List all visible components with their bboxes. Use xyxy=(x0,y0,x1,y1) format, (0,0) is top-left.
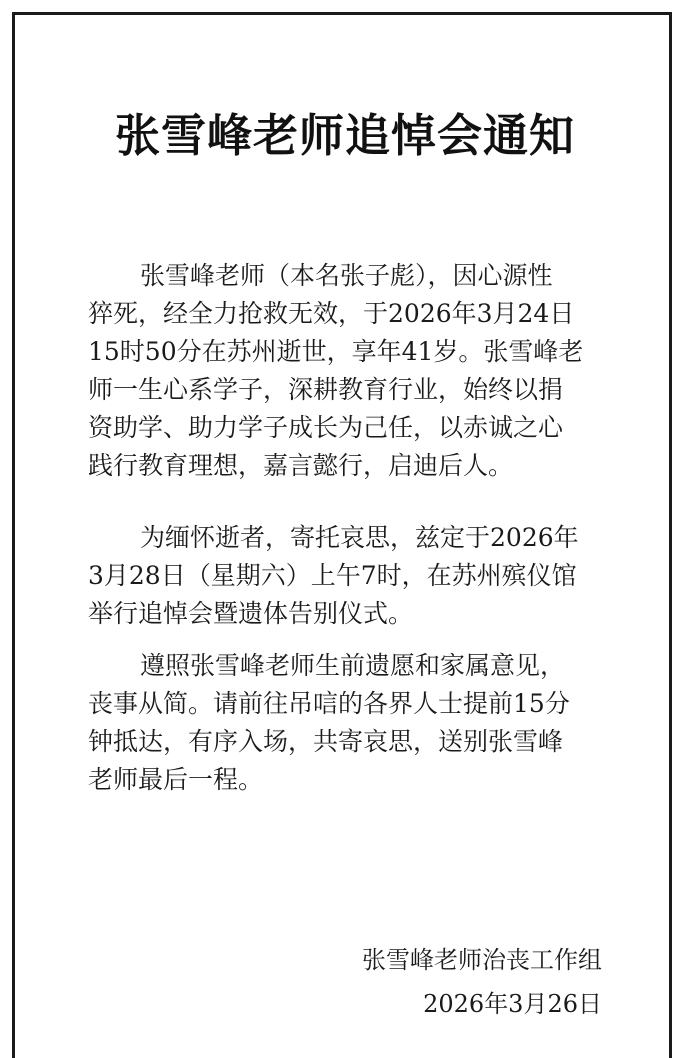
paragraph-line: 举行追悼会暨遗体告别仪式。 xyxy=(88,599,414,628)
signature-organization: 张雪峰老师治丧工作组 xyxy=(362,946,602,974)
paragraph-line: 为缅怀逝者，寄托哀思，兹定于2026年 xyxy=(140,523,579,552)
paragraph-arrangements xyxy=(88,647,608,799)
paragraph-line: 丧事从简。请前往吊唁的各界人士提前15分 xyxy=(88,689,570,718)
paragraph-announcement xyxy=(88,257,608,485)
paragraph-line: 15时50分在苏州逝世，享年41岁。张雪峰老 xyxy=(88,337,584,366)
paragraph-ceremony xyxy=(88,519,608,633)
notice-title: 张雪峰老师追悼会通知 xyxy=(114,109,575,162)
paragraph-line: 3月28日（星期六）上午7时，在苏州殡仪馆 xyxy=(88,561,577,590)
paragraph-line: 遵照张雪峰老师生前遗愿和家属意见， xyxy=(140,651,566,680)
paragraph-line: 践行教育理想，嘉言懿行，启迪后人。 xyxy=(88,451,514,480)
paragraph-line: 老师最后一程。 xyxy=(88,765,264,794)
paragraph-line: 猝死，经全力抢救无效，于2026年3月24日 xyxy=(88,299,575,328)
paragraph-line: 张雪峰老师（本名张子彪），因心源性 xyxy=(140,261,553,290)
paragraph-line: 钟抵达，有序入场，共寄哀思，送别张雪峰 xyxy=(88,727,564,756)
signature-date: 2026年3月26日 xyxy=(423,990,602,1018)
paragraph-line: 师一生心系学子，深耕教育行业，始终以捐 xyxy=(88,375,564,404)
paragraph-line: 资助学、助力学子成长为己任，以赤诚之心 xyxy=(88,413,564,442)
